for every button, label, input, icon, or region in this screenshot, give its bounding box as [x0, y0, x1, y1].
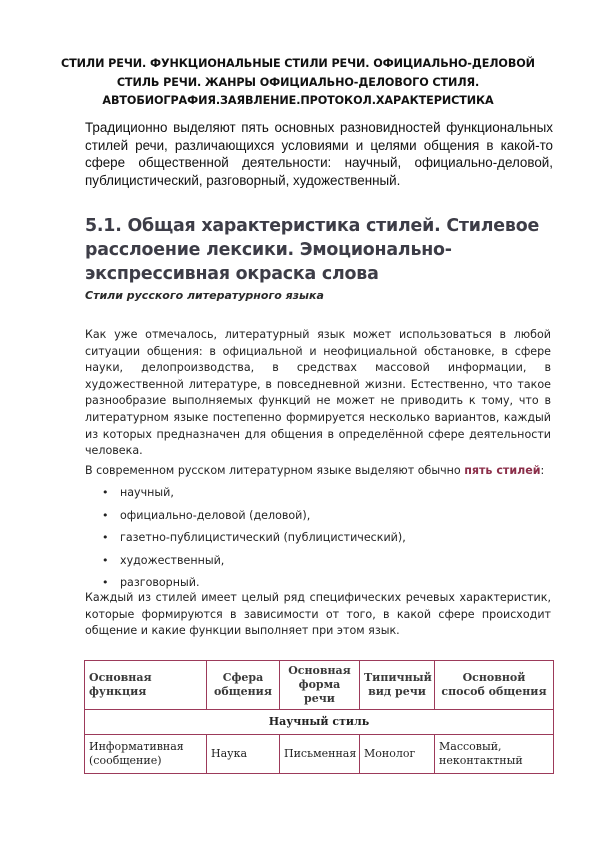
- paragraph-2: [85, 463, 551, 480]
- styles-table: [84, 660, 554, 774]
- paragraph-1: Как уже отмечалось, литературный язык может использоваться в любой ситуации общения: в официальной и неофициальной обстановке, в сфере науки, делопроизводства, в средствах массовой информации, в художественной литературе, в повседневной жизни. Естественно, что такое разнообразие выполняемых функций не может не приводить к тому, что в литературном языке постепенно формируется несколько вариантов, каждый из которых предназначен для общения в определённой сфере деятельности человека.: [85, 328, 551, 458]
- bullet-icon: •: [102, 576, 109, 590]
- paragraph-3: Каждый из стилей имеет целый ряд специфических речевых характеристик, которые формируются в зависимости от того, в какой сфере происходит общение и какие функции выполняет при этом язык.: [85, 591, 551, 638]
- title-line-2: СТИЛЬ РЕЧИ. ЖАНРЫ ОФИЦИАЛЬНО-ДЕЛОВОГО СТИЛЯ.: [116, 75, 480, 89]
- title-line-1: СТИЛИ РЕЧИ. ФУНКЦИОНАЛЬНЫЕ СТИЛИ РЕЧИ. ОФИЦИАЛЬНО-ДЕЛОВОЙ: [61, 57, 535, 70]
- bullet-icon: •: [102, 508, 109, 522]
- table-cell: Письменная: [280, 735, 360, 774]
- document-title: [60, 55, 536, 111]
- list-item-text: газетно-публицистический (публицистический),: [120, 531, 406, 545]
- five-styles-highlight: пять стилей: [464, 464, 541, 477]
- table-header-row: [85, 661, 554, 710]
- title-line-3: АВТОБИОГРАФИЯ.ЗАЯВЛЕНИЕ.ПРОТОКОЛ.ХАРАКТЕРИСТИКА: [102, 94, 494, 107]
- bullet-icon: •: [102, 531, 109, 545]
- section-heading: 5.1. Общая характеристика стилей. Стилевое расслоение лексики. Эмоционально-экспрессивная окраска слова: [85, 216, 540, 284]
- list-item-text: художественный,: [120, 553, 225, 567]
- table-cell: Массовый, неконтактный: [435, 735, 554, 774]
- table-cell: Наука: [207, 735, 280, 774]
- header-speech-type: Типичный вид речи: [360, 661, 435, 710]
- header-sphere: Сфера общения: [207, 661, 280, 710]
- list-item: [100, 550, 406, 573]
- table-cell: Монолог: [360, 735, 435, 774]
- style-list: [100, 482, 406, 595]
- paragraph-2-colon: :: [540, 464, 545, 477]
- list-item-text: официально-деловой (деловой),: [120, 508, 311, 522]
- list-item-text: научный,: [120, 486, 174, 499]
- list-item-text: разговорный.: [120, 576, 200, 590]
- list-item: [100, 482, 406, 505]
- bullet-icon: •: [102, 486, 109, 499]
- intro-paragraph: Традиционно выделяют пять основных разновидностей функциональных стилей речи, различающихся условиями и целями общения в какой-то сфере общественной деятельности: научный, официально-деловой, публицистический, разговорный, художественный.: [85, 120, 553, 188]
- table-group-row: [85, 710, 554, 735]
- header-speech-form: Основная форма речи: [280, 661, 360, 710]
- section-subheading: Стили русского литературного языка: [85, 289, 324, 302]
- group-label-scientific: Научный стиль: [85, 710, 554, 735]
- table-cell: Информативная (сообщение): [85, 735, 207, 774]
- paragraph-2-text: В современном русском литературном языке выделяют обычно: [85, 464, 465, 477]
- table-row: [85, 735, 554, 774]
- bullet-icon: •: [102, 553, 109, 567]
- header-main-function: Основная функция: [85, 661, 207, 710]
- header-communication-method: Основной способ общения: [435, 661, 554, 710]
- list-item: [100, 527, 406, 550]
- list-item: [100, 505, 406, 528]
